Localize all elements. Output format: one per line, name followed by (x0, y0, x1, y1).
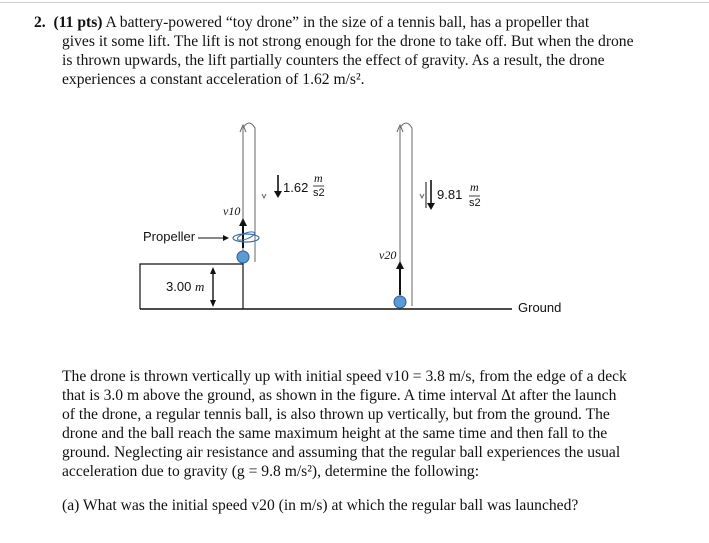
body-line-3: of the drone, a regular tennis ball, is also thrown up vertically, but from the ground. The (62, 406, 610, 423)
intro-line-1: A battery-powered “toy drone” in the size of a tennis ball, has a propeller that (105, 14, 590, 31)
v20-label: v20 (379, 248, 397, 262)
deck-height-arrow-bottom (210, 300, 216, 307)
v10-label: v10 (223, 204, 241, 218)
question-a-text: (a) What was the initial speed v20 (in m/s) at which the regular ball was launched? (62, 497, 579, 514)
v20-arrowhead (396, 261, 404, 269)
body-line-4: drone and the ball reach the same maximum height at the same time and then fall to the (62, 425, 608, 442)
body-line-5: ground. Neglecting air resistance and assuming that the regular ball experiences the usual (62, 444, 621, 461)
body-line-6: acceleration due to gravity (g = 9.8 m/s²), determine the following: (62, 463, 480, 480)
deck-height-label (166, 279, 204, 295)
ball-down-tick (420, 194, 424, 198)
question-a (62, 496, 674, 515)
ball-accel-unit-num: m (470, 180, 479, 194)
problem-number: 2. (34, 14, 46, 31)
tennis-ball (394, 296, 406, 308)
ball-accel-arrowhead (427, 203, 435, 210)
drone-accel-unit-num: m (314, 171, 323, 185)
propeller-label: Propeller (143, 229, 196, 244)
ball-accel-unit-den: s2 (469, 197, 481, 209)
deck-height-unit: m (194, 279, 205, 294)
ball-trajectory (400, 123, 412, 306)
ball-accel-value: 9.81 (437, 187, 463, 202)
v10-arrowhead (239, 218, 247, 226)
deck-height-value: 3.00 (166, 279, 192, 294)
drone-accel-value: 1.62 (283, 180, 309, 195)
intro-line-2: gives it some lift. The lift is not strong enough for the drone to take off. But when the drone (62, 33, 634, 50)
deck-height-arrow-top (210, 267, 216, 274)
drone-down-tick (262, 194, 266, 198)
body-line-1: The drone is thrown vertically up with initial speed v10 = 3.8 m/s, from the edge of a deck (62, 368, 627, 385)
drone-accel-arrowhead (274, 191, 282, 198)
intro-line-4: experiences a constant acceleration of 1.62 m/s². (62, 71, 365, 88)
drone-accel-unit-den: s2 (313, 187, 325, 199)
problem-body (62, 367, 674, 481)
body-line-2: that is 3.0 m above the ground, as shown in the figure. A time interval Δt after the launch (62, 387, 617, 404)
problem-points: (11 pts) (53, 14, 103, 31)
propeller-blade-2 (237, 230, 256, 242)
drone-ball (237, 251, 249, 263)
intro-line-3: is thrown upwards, the lift partially counters the effect of gravity. As a result, the drone (62, 52, 605, 69)
propeller-pointer-head (223, 235, 229, 241)
ground-label: Ground (518, 300, 562, 315)
